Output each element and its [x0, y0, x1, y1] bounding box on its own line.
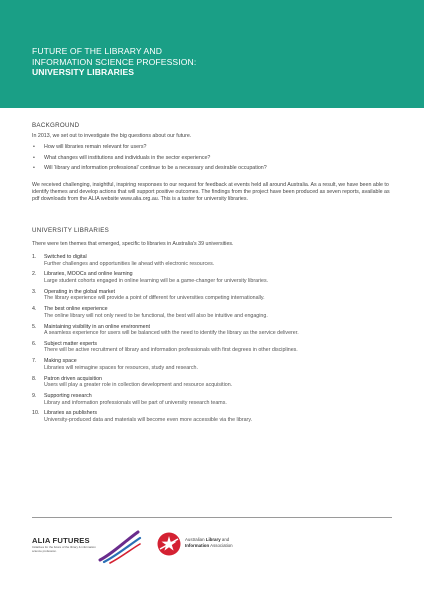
- theme-title: Operating in the global market: [44, 288, 115, 295]
- theme-item: [32, 410, 392, 423]
- association-word: Association: [210, 542, 233, 548]
- theme-description: There will be active recruitment of library and information professionals with first degrees in other disciplines.: [44, 347, 298, 354]
- list-item: [32, 155, 267, 162]
- title-banner: [0, 0, 424, 108]
- title-line-2: INFORMATION SCIENCE PROFESSION:: [32, 56, 197, 67]
- theme-number: 5.: [32, 323, 37, 330]
- university-heading: UNIVERSITY LIBRARIES: [32, 227, 110, 234]
- theme-title: Making space: [44, 358, 77, 365]
- alia-futures-tagline: Initiatives for the future of the library & information science profession.: [32, 545, 96, 553]
- themes-list: [32, 254, 392, 428]
- background-heading: BACKGROUND: [32, 122, 80, 129]
- theme-description: Further challenges and opportunities lie ahead with electronic resources.: [44, 260, 215, 267]
- theme-number: 7.: [32, 358, 37, 365]
- association-name: [185, 537, 233, 548]
- bullet-icon: •: [33, 154, 35, 161]
- swoosh-icon: [98, 530, 142, 564]
- title-line-1: FUTURE OF THE LIBRARY AND: [32, 46, 162, 56]
- theme-title: Libraries as publishers: [44, 410, 97, 417]
- title-line-3: UNIVERSITY LIBRARIES: [32, 67, 135, 77]
- theme-description: Library and information professionals will be part of university research teams.: [44, 399, 227, 406]
- theme-description: University-produced data and materials will become even more accessible via the library.: [44, 416, 253, 423]
- theme-description: The online library will not only need to be functional, the best will also be intuitive and engaging.: [44, 312, 268, 319]
- alia-star-icon: [157, 532, 181, 556]
- theme-description: Large student cohorts engaged in online learning will be a game-changer for university libraries.: [44, 277, 269, 284]
- theme-number: 9.: [32, 393, 37, 399]
- theme-description: The library experience will provide a point of different for universities competing internationally.: [44, 295, 265, 302]
- theme-item: [32, 306, 392, 319]
- list-item-text: How will libraries remain relevant for users?: [44, 144, 147, 150]
- theme-number: 6.: [32, 340, 37, 347]
- theme-title: Patron driven acquisition: [44, 375, 103, 382]
- background-paragraph: We received challenging, insightful, inspiring responses to our request for feedback at events held all around Australia. As a result, we have been able to identify themes and develop actions that will support positive outcomes. The findings from the project have been produced as seven reports, available as pdf downloads from the ALIA website www.alia.org.au. This is a taster for university libraries.: [32, 182, 390, 202]
- theme-item: [32, 393, 392, 406]
- theme-title: Libraries, MOOCs and online learning: [44, 271, 133, 278]
- theme-description: Libraries will reimagine spaces for resources, study and research.: [44, 364, 198, 371]
- association-word: Information: [185, 542, 210, 548]
- theme-title: The best online experience: [44, 306, 108, 313]
- alia-association-logo: [157, 532, 297, 562]
- theme-title: Subject matter experts: [44, 340, 97, 347]
- theme-title: Switched to digital: [44, 254, 87, 260]
- question-list: [32, 144, 267, 176]
- background-intro: In 2013, we set out to investigate the big questions about our future.: [32, 133, 192, 139]
- list-item: [32, 144, 267, 151]
- document-title: [32, 46, 196, 78]
- association-word: and: [221, 537, 230, 542]
- list-item: [32, 165, 267, 172]
- theme-number: 3.: [32, 288, 37, 295]
- theme-item: [32, 324, 392, 337]
- theme-number: 10.: [32, 410, 40, 417]
- bullet-icon: •: [33, 144, 35, 150]
- university-intro: There were ten themes that emerged, specific to libraries in Australia's 39 universities.: [32, 241, 234, 247]
- theme-item: [32, 341, 392, 354]
- association-word: Australian: [185, 537, 205, 542]
- alia-futures-logo: [32, 530, 142, 570]
- association-word: Library: [205, 537, 221, 542]
- alia-futures-wordmark: ALIA FUTURES: [32, 536, 90, 545]
- list-item-text: Will ‘library and information professional’ continue to be a necessary and desirable occupation?: [44, 165, 267, 171]
- bullet-icon: •: [33, 165, 35, 171]
- footer-divider: [32, 517, 392, 518]
- theme-title: Supporting research: [44, 393, 92, 399]
- theme-description: Users will play a greater role in collection development and resource acquisition.: [44, 382, 233, 389]
- theme-number: 4.: [32, 306, 37, 313]
- theme-item: [32, 254, 392, 267]
- theme-number: 8.: [32, 375, 37, 382]
- theme-number: 1.: [32, 254, 37, 260]
- theme-item: [32, 289, 392, 302]
- theme-item: [32, 376, 392, 389]
- theme-title: Maintaining visibility in an online environment: [44, 323, 150, 330]
- theme-description: A seamless experience for users will be balanced with the need to identify the library as the service deliverer.: [44, 330, 299, 337]
- theme-item: [32, 271, 392, 284]
- theme-item: [32, 358, 392, 371]
- list-item-text: What changes will institutions and individuals in the sector experience?: [44, 154, 211, 161]
- theme-number: 2.: [32, 271, 37, 278]
